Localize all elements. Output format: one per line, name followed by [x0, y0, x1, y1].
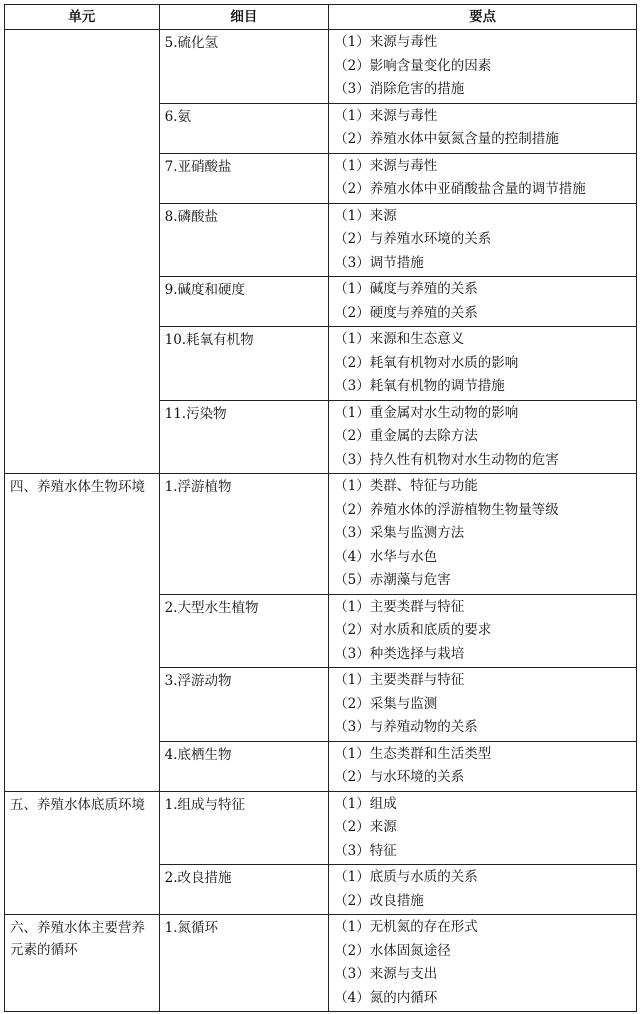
item-cell: 2.改良措施 — [159, 865, 329, 915]
points-cell — [329, 594, 637, 668]
point-line: （3）耗氧有机物的调节措施 — [334, 378, 505, 394]
item-cell: 8.磷酸盐 — [159, 203, 329, 277]
item-cell: 5.硫化氢 — [159, 30, 329, 104]
point-line: （3）调节措施 — [334, 254, 424, 271]
unit-cell: 五、养殖水体底质环境 — [5, 791, 160, 915]
item-cell: 2.大型水生植物 — [159, 594, 329, 668]
header-item: 细目 — [159, 5, 329, 30]
point-line: （1）底质与水质的关系 — [334, 869, 478, 885]
points-cell — [329, 277, 637, 327]
points-cell — [329, 203, 637, 277]
item-cell: 6.氨 — [159, 103, 329, 153]
point-line: （2）养殖水体中亚硝酸盐含量的调节措施 — [334, 181, 586, 197]
point-line: （1）碱度与养殖的关系 — [334, 281, 478, 297]
item-cell: 11.污染物 — [159, 400, 329, 474]
point-line: （2）硬度与养殖的关系 — [334, 304, 478, 321]
table-body — [5, 30, 637, 1012]
point-line: （2）影响含量变化的因素 — [334, 57, 492, 74]
table-row — [5, 791, 637, 865]
point-line: （1）类群、特征与功能 — [334, 478, 478, 494]
unit-cell — [5, 30, 160, 474]
item-cell: 4.底栖生物 — [159, 741, 329, 791]
points-cell — [329, 865, 637, 915]
table-row — [5, 915, 637, 1012]
point-line: （3）与养殖动物的关系 — [334, 719, 478, 735]
point-line: （1）无机氮的存在形式 — [334, 919, 478, 935]
points-cell — [329, 153, 637, 203]
item-cell: 1.浮游植物 — [159, 474, 329, 595]
points-cell — [329, 400, 637, 474]
point-line: （1）组成 — [334, 795, 397, 812]
point-line: （1）主要类群与特征 — [334, 598, 465, 615]
item-cell: 10.耗氧有机物 — [159, 327, 329, 401]
points-cell — [329, 30, 637, 104]
points-cell — [329, 791, 637, 865]
point-line: （1）来源与毒性 — [334, 157, 438, 174]
syllabus-table — [4, 4, 637, 1012]
item-cell: 3.浮游动物 — [159, 668, 329, 742]
header-points: 要点 — [329, 5, 637, 30]
unit-cell: 四、养殖水体生物环境 — [5, 474, 160, 792]
points-cell — [329, 327, 637, 401]
point-line: （3）特征 — [334, 842, 397, 859]
point-line: （2）养殖水体中氨氮含量的控制措施 — [334, 131, 559, 147]
item-cell: 1.氮循环 — [159, 915, 329, 1012]
point-line: （2）来源 — [334, 819, 397, 835]
point-line: （4）氮的内循环 — [334, 989, 438, 1006]
item-cell: 9.碱度和硬度 — [159, 277, 329, 327]
point-line: （3）消除危害的措施 — [334, 81, 465, 97]
point-line: （3）种类选择与栽培 — [334, 645, 465, 662]
point-line: （3）来源与支出 — [334, 966, 438, 982]
point-line: （3）采集与监测方法 — [334, 525, 465, 541]
points-cell — [329, 741, 637, 791]
point-line: （2）养殖水体的浮游植物生物量等级 — [334, 501, 559, 518]
point-line: （1）主要类群与特征 — [334, 672, 465, 688]
point-line: （2）采集与监测 — [334, 695, 438, 712]
header-unit: 单元 — [5, 5, 160, 30]
point-line: （2）耗氧有机物对水质的影响 — [334, 354, 519, 371]
point-line: （1）来源 — [334, 207, 397, 224]
point-line: （1）来源和生态意义 — [334, 331, 465, 347]
point-line: （4）水华与水色 — [334, 548, 438, 565]
points-cell — [329, 915, 637, 1012]
table-row — [5, 30, 637, 104]
point-line: （1）来源与毒性 — [334, 107, 438, 124]
points-cell — [329, 103, 637, 153]
point-line: （5）赤潮藻与危害 — [334, 572, 451, 588]
point-line: （3）持久性有机物对水生动物的危害 — [334, 451, 559, 468]
points-cell — [329, 668, 637, 742]
table-row — [5, 474, 637, 595]
point-line: （2）与养殖水环境的关系 — [334, 231, 492, 247]
point-line: （2）对水质和底质的要求 — [334, 622, 492, 638]
unit-cell: 六、养殖水体主要营养元素的循环 — [5, 915, 160, 1012]
item-cell: 7.亚硝酸盐 — [159, 153, 329, 203]
points-cell — [329, 474, 637, 595]
point-line: （1）来源与毒性 — [334, 34, 438, 50]
point-line: （1）生态类群和生活类型 — [334, 745, 492, 762]
point-line: （2）水体固氮途径 — [334, 942, 451, 959]
header-row — [5, 5, 637, 30]
point-line: （2）与水环境的关系 — [334, 769, 465, 785]
point-line: （1）重金属对水生动物的影响 — [334, 404, 519, 421]
point-line: （2）改良措施 — [334, 892, 424, 909]
item-cell: 1.组成与特征 — [159, 791, 329, 865]
point-line: （2）重金属的去除方法 — [334, 428, 478, 444]
